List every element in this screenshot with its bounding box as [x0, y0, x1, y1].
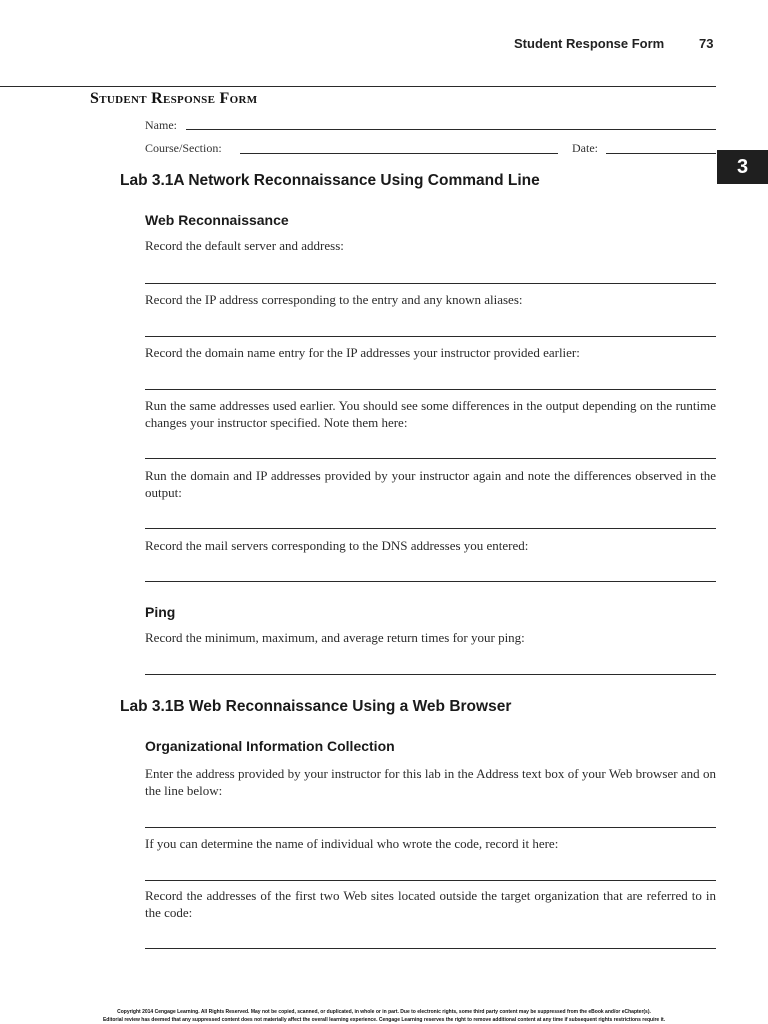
form-title: Student Response Form	[90, 90, 258, 107]
copyright-line-1: Copyright 2014 Cengage Learning. All Rights Reserved. May not be copied, scanned, or duplicated, in whole or in part. Due to electronic rights, some third party content may be suppressed from the eBook and/or eChapter(s).	[117, 1009, 651, 1015]
prompt-ping-times: Record the minimum, maximum, and average return times for your ping:	[145, 630, 525, 645]
copyright-line-2: Editorial review has deemed that any suppressed content does not materially affect the overall learning experience. Cengage Learning reserves the right to remove additional content at any time if subsequent rights restrictions require it.	[102, 1017, 666, 1023]
ping-heading: Ping	[145, 604, 176, 620]
header-rule	[0, 86, 716, 87]
chapter-tab: 3	[717, 150, 768, 184]
web-reconnaissance-heading: Web Reconnaissance	[145, 212, 289, 228]
course-section-field[interactable]	[240, 153, 558, 154]
prompt-address-text-box: Enter the address provided by your instructor for this lab in the Address text box of your Web browser and on the line below:	[145, 766, 716, 798]
answer-line-ip-address[interactable]	[145, 336, 716, 337]
answer-line-domain-name[interactable]	[145, 389, 716, 390]
prompt-default-server: Record the default server and address:	[145, 238, 344, 253]
prompt-domain-ip-again: Run the domain and IP addresses provided by your instructor again and note the differences observed in the output:	[145, 468, 716, 500]
lab-3-1a-title: Lab 3.1A Network Reconnaissance Using Command Line	[120, 172, 540, 189]
answer-line-external-sites[interactable]	[145, 948, 716, 949]
answer-line-domain-ip-again[interactable]	[145, 528, 716, 529]
answer-line-code-author[interactable]	[145, 880, 716, 881]
prompt-external-sites: Record the addresses of the first two Web sites located outside the target organization that are referred to in the code:	[145, 888, 716, 920]
answer-line-address[interactable]	[145, 827, 716, 828]
copyright-footer	[40, 1008, 728, 1024]
course-section-label: Course/Section:	[145, 141, 222, 155]
answer-line-mail-servers[interactable]	[145, 581, 716, 582]
answer-line-runtime-changes[interactable]	[145, 458, 716, 459]
prompt-ip-address: Record the IP address corresponding to the entry and any known aliases:	[145, 292, 523, 307]
prompt-runtime-changes: Run the same addresses used earlier. You should see some differences in the output depending on the runtime changes your instructor specified. Note them here:	[145, 398, 716, 430]
name-field[interactable]	[186, 129, 716, 130]
prompt-domain-name: Record the domain name entry for the IP addresses your instructor provided earlier:	[145, 345, 580, 360]
running-header-title: Student Response Form	[514, 36, 665, 51]
organizational-information-heading: Organizational Information Collection	[145, 738, 395, 754]
page-number: 73	[699, 36, 714, 51]
lab-3-1b-title: Lab 3.1B Web Reconnaissance Using a Web Browser	[120, 698, 512, 715]
answer-line-default-server[interactable]	[145, 283, 716, 284]
answer-line-ping-times[interactable]	[145, 674, 716, 675]
prompt-mail-servers: Record the mail servers corresponding to the DNS addresses you entered:	[145, 538, 529, 553]
date-field[interactable]	[606, 153, 716, 154]
name-label: Name:	[145, 118, 177, 132]
prompt-code-author: If you can determine the name of individual who wrote the code, record it here:	[145, 836, 559, 851]
date-label: Date:	[572, 141, 598, 155]
